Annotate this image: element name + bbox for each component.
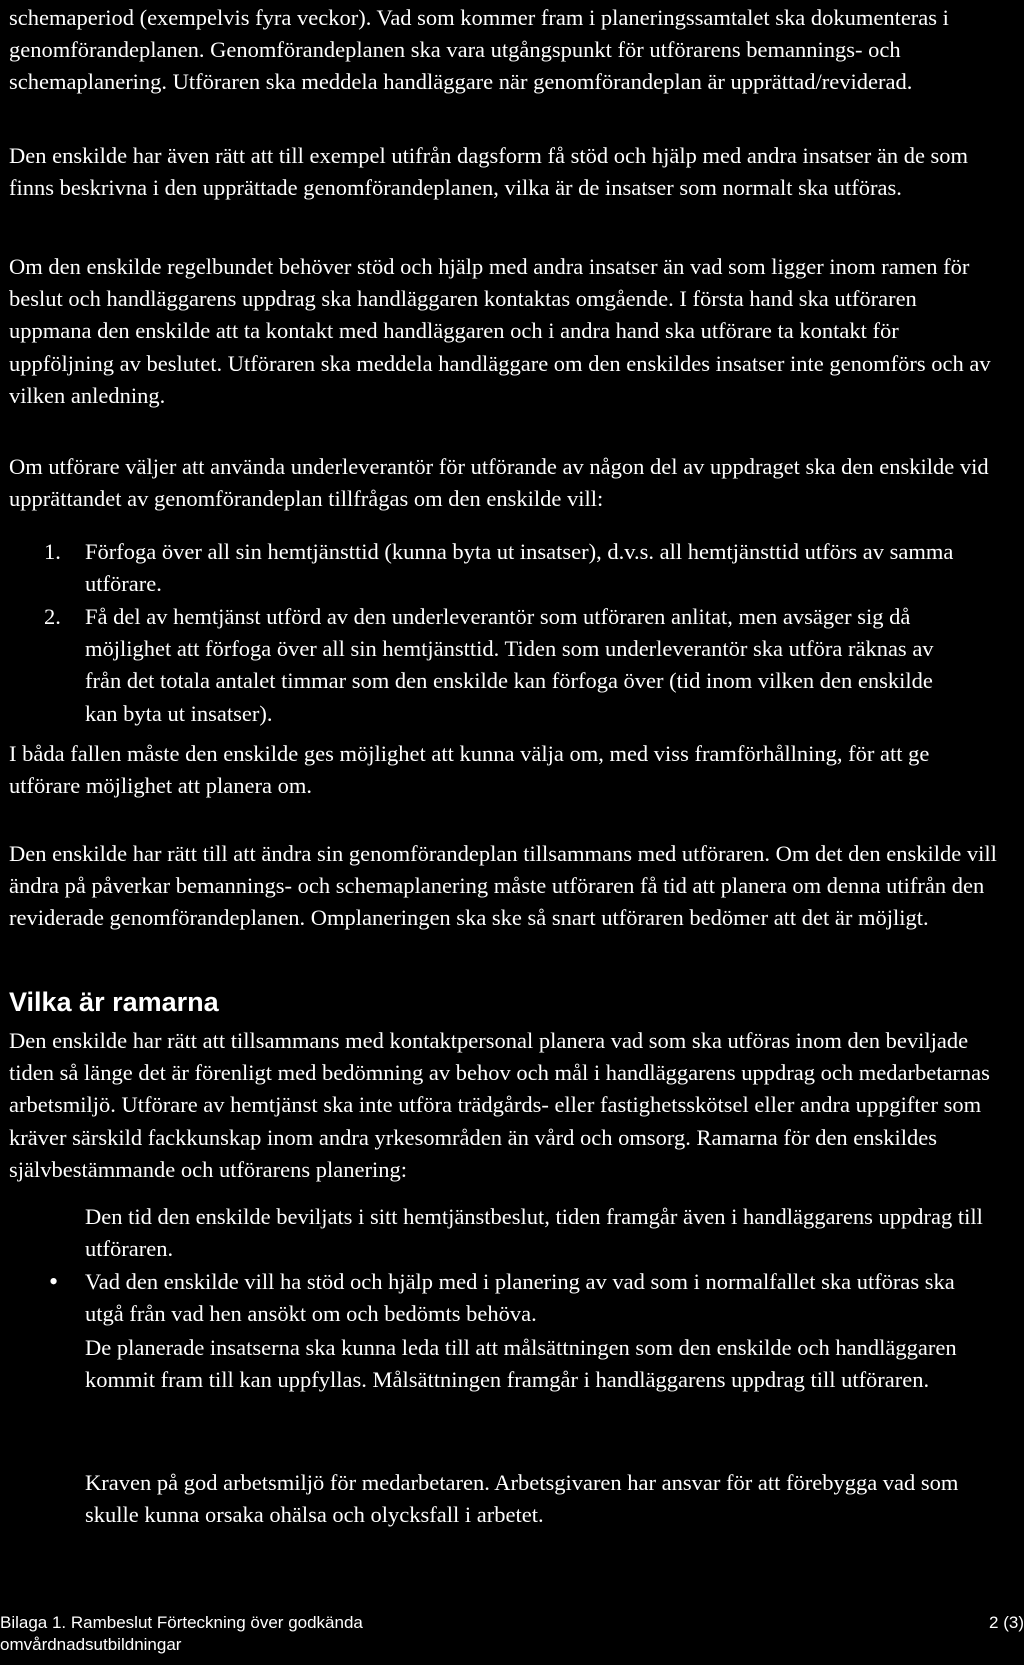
paragraph-contact-handler: Om den enskilde regelbundet behöver stöd och hjälp med andra insatser än vad som ligger inom ramen för beslut och handläggarens uppdrag ska handläggaren kontaktas omgående. I första hand ska utföraren uppmana den enskilde att ta kontakt med handläggaren och i andra hand ska utförare ta kontakt för uppföljning av beslutet. Utföraren ska meddela handläggare om den enskildes insatser inte genomförs och av vilken anledning. (9, 254, 991, 408)
paragraph-daily-form: Den enskilde har även rätt att till exempel utifrån dagsform få stöd och hjälp med andra insatser än de som finns beskrivna i den upprättade genomförandeplanen, vilka är de insatser som normalt ska utföras. (9, 143, 969, 201)
bullet-item-text: Den tid den enskilde beviljats i sitt hemtjänstbeslut, tiden framgår även i handläggarens uppdrag till utföraren. (85, 1204, 983, 1262)
paragraph-frameworks: Den enskilde har rätt att tillsammans med kontaktpersonal planera vad som ska utföras inom den beviljade tiden så länge det är förenligt med bedömning av behov och mål i handläggarens uppdrag och medarbetarnas arbetsmiljö. Utförare av hemtjänst ska inte utföra trädgårds- eller fastighetsskötsel eller andra uppgifter som kräver särskild fackkunskap inom andra yrkesområden än vård och omsorg. Ramarna för den enskildes självbestämmande och utförarens planering: (9, 1028, 990, 1182)
bullet-item-text: De planerade insatserna ska kunna leda till att målsättningen som den enskilde och handläggaren kommit fram till kan uppfyllas. Målsättningen framgår i handläggarens uppdrag till utföraren. (85, 1335, 957, 1393)
paragraph-schedule-period: schemaperiod (exempelvis fyra veckor). Vad som kommer fram i planeringssamtalet ska dokumenteras i genomförandeplanen. Genomförandeplanen ska vara utgångspunkt för utförarens bemannings- och schemaplanering. Utföraren ska meddela handläggare när genomförandeplan är upprättad/reviderad. (9, 5, 949, 95)
bullet-marker: • (49, 1267, 59, 1296)
list-number: 2. (44, 604, 61, 629)
paragraph-subcontractor: Om utförare väljer att använda underleverantör för utförande av någon del av uppdraget ska den enskilde vid upprättandet av genomförandeplan tillfrågas om den enskilde vill: (9, 454, 989, 512)
section-heading: Vilka är ramarna (9, 987, 219, 1017)
list-item-text: Få del av hemtjänst utförd av den underleverantör som utföraren anlitat, men avsäger sig då möjlighet att förfoga över all sin hemtjänsttid. Tiden som underleverantör ska utföra räknas av från det totala antalet timmar som den enskilde kan förfoga över (tid inom vilken den enskilde kan byta ut insatser). (85, 604, 934, 726)
footer-document-title: Bilaga 1. Rambeslut Förteckning över godkända omvårdnadsutbildningar (0, 1613, 363, 1654)
bullet-item-text: Vad den enskilde vill ha stöd och hjälp med i planering av vad som i normalfallet ska utföras ska utgå från vad hen ansökt om och bedömts behöva. (85, 1269, 955, 1327)
paragraph-change-plan: Den enskilde har rätt till att ändra sin genomförandeplan tillsammans med utföraren. Om det den enskilde vill ändra på påverkar bemannings- och schemaplanering måste utföraren få tid att planera om denna utifrån den reviderade genomförandeplanen. Omplaneringen ska ske så snart utföraren bedömer att det är möjligt. (9, 841, 997, 931)
list-number: 1. (44, 539, 61, 564)
footer-page-number: 2 (3) (989, 1613, 1024, 1632)
bullet-item-text: Kraven på god arbetsmiljö för medarbetaren. Arbetsgivaren har ansvar för att förebygga vad som skulle kunna orsaka ohälsa och olycksfall i arbetet. (85, 1470, 959, 1528)
list-item-text: Förfoga över all sin hemtjänsttid (kunna byta ut insatser), d.v.s. all hemtjänsttid utförs av samma utförare. (85, 539, 954, 597)
paragraph-both-cases: I båda fallen måste den enskilde ges möjlighet att kunna välja om, med viss framförhållning, för att ge utförare möjlighet att planera om. (9, 741, 930, 799)
